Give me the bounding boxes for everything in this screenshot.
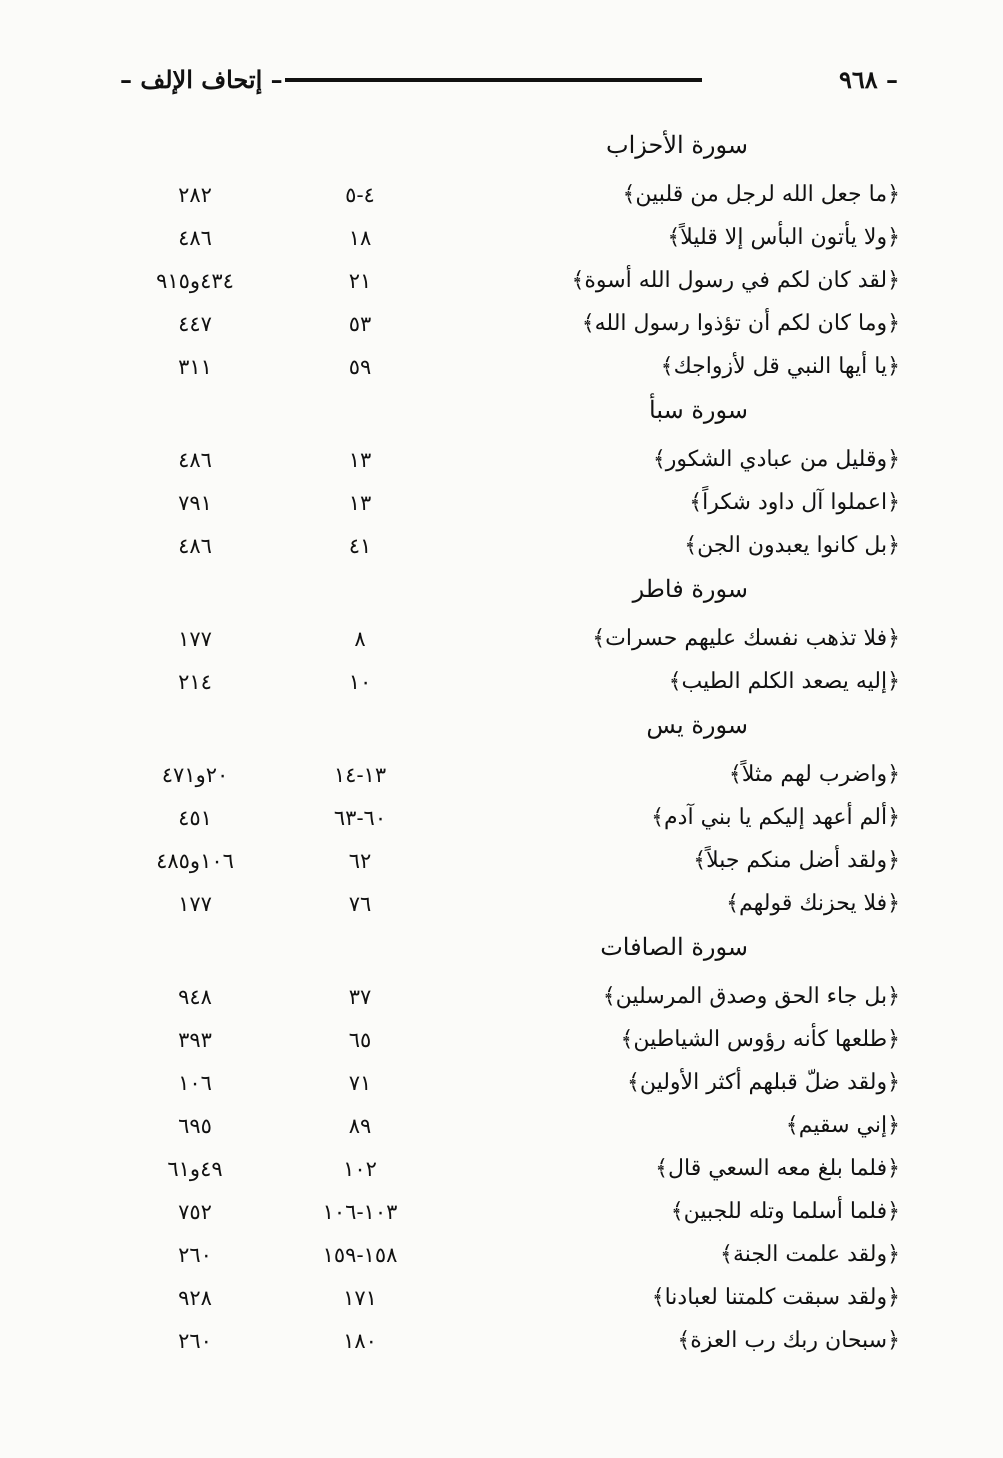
page-reference: ١٧٧ bbox=[178, 892, 212, 916]
verse-text: ﴿فلما أسلما وتله للجبين﴾ bbox=[670, 1199, 900, 1224]
page-reference: ٢٦٠ bbox=[178, 1243, 212, 1267]
verse-text: ﴿ولقد ضلّ قبلهم أكثر الأولين﴾ bbox=[626, 1070, 900, 1095]
page-reference: ١٧٧ bbox=[178, 627, 212, 651]
page-reference: ٢٦٠ bbox=[178, 1329, 212, 1353]
page-reference: ٤٨٦ bbox=[178, 448, 212, 472]
page-reference: ٢١٤ bbox=[178, 670, 212, 694]
ayah-number: ١٠ bbox=[348, 670, 372, 694]
index-entry bbox=[120, 261, 900, 304]
ayah-number: ٥٩ bbox=[348, 355, 372, 379]
page-reference: ٩٤٨ bbox=[178, 985, 212, 1009]
ayah-number: ٤١ bbox=[348, 534, 372, 558]
ayah-number: ٦٠-٦٣ bbox=[333, 806, 387, 830]
surah-title: سورة الصافات bbox=[600, 933, 748, 961]
surah-title: سورة فاطر bbox=[632, 575, 748, 603]
ayah-number: ٦٢ bbox=[348, 849, 372, 873]
book-title: – إتحاف الإلف – bbox=[120, 65, 283, 94]
page-reference: ٤٨٦ bbox=[178, 226, 212, 250]
ayah-number: ١٠٣-١٠٦ bbox=[322, 1200, 398, 1224]
surah-title: سورة سبأ bbox=[649, 396, 748, 424]
surah-section bbox=[120, 569, 900, 705]
surah-section bbox=[120, 125, 900, 390]
verse-text: ﴿واضرب لهم مثلاً﴾ bbox=[728, 762, 900, 787]
page-reference: ٤٩و٦١ bbox=[167, 1157, 223, 1181]
verse-text: ﴿يا أيها النبي قل لأزواجك﴾ bbox=[660, 354, 900, 379]
surah-section bbox=[120, 927, 900, 1364]
verse-text: ﴿ولا يأتون البأس إلا قليلاً﴾ bbox=[667, 225, 900, 250]
index-entry bbox=[120, 347, 900, 390]
page-reference: ٣١١ bbox=[178, 355, 212, 379]
page-reference: ٦٩٥ bbox=[178, 1114, 212, 1138]
page-reference: ٧٥٢ bbox=[178, 1200, 212, 1224]
ayah-number: ١٠٢ bbox=[343, 1157, 377, 1181]
ayah-number: ٨٩ bbox=[348, 1114, 372, 1138]
verse-text: ﴿ولقد أضل منكم جبلاً﴾ bbox=[693, 848, 900, 873]
page-reference: ٤٣٤و٩١٥ bbox=[156, 269, 234, 293]
ayah-number: ١٨ bbox=[348, 226, 372, 250]
index-entry bbox=[120, 1235, 900, 1278]
verse-text: ﴿فلما بلغ معه السعي قال﴾ bbox=[655, 1156, 900, 1181]
ayah-number: ١٣ bbox=[348, 448, 372, 472]
verse-text: ﴿وقليل من عبادي الشكور﴾ bbox=[652, 447, 900, 472]
surah-section bbox=[120, 705, 900, 927]
index-entry bbox=[120, 1106, 900, 1149]
ayah-number: ١٨٠ bbox=[343, 1329, 377, 1353]
ayah-number: ١٣-١٤ bbox=[333, 763, 387, 787]
verse-text: ﴿ما جعل الله لرجل من قلبين﴾ bbox=[622, 182, 900, 207]
index-entry bbox=[120, 619, 900, 662]
ayah-number: ١٥٨-١٥٩ bbox=[322, 1243, 398, 1267]
verse-text: ﴿سبحان ربك رب العزة﴾ bbox=[677, 1328, 900, 1353]
index-entry bbox=[120, 175, 900, 218]
index-entry bbox=[120, 1192, 900, 1235]
ayah-number: ١٧١ bbox=[343, 1286, 377, 1310]
page-reference: ٢٠و٤٧١ bbox=[161, 763, 229, 787]
verse-text: ﴿بل جاء الحق وصدق المرسلين﴾ bbox=[602, 984, 900, 1009]
page-reference: ٤٨٦ bbox=[178, 534, 212, 558]
page-reference: ٩٢٨ bbox=[178, 1286, 212, 1310]
page-number: ٩٦٨ – bbox=[838, 65, 898, 94]
ayah-number: ٧٦ bbox=[348, 892, 372, 916]
verse-text: ﴿فلا تذهب نفسك عليهم حسرات﴾ bbox=[592, 626, 900, 651]
index-entry bbox=[120, 662, 900, 705]
ayah-number: ٧١ bbox=[348, 1071, 372, 1095]
verse-text: ﴿طلعها كأنه رؤوس الشياطين﴾ bbox=[620, 1027, 900, 1052]
page-reference: ١٠٦ bbox=[178, 1071, 212, 1095]
ayah-number: ٣٧ bbox=[348, 985, 372, 1009]
ayah-number: ٥٣ bbox=[348, 312, 372, 336]
index-entry bbox=[120, 977, 900, 1020]
page-reference: ٢٨٢ bbox=[178, 183, 212, 207]
page-reference: ٣٩٣ bbox=[178, 1028, 212, 1052]
index-entry bbox=[120, 841, 900, 884]
index-entry bbox=[120, 304, 900, 347]
verse-text: ﴿إليه يصعد الكلم الطيب﴾ bbox=[668, 669, 900, 694]
index-entry bbox=[120, 1149, 900, 1192]
ayah-number: ٨ bbox=[354, 627, 366, 651]
index-entry bbox=[120, 1020, 900, 1063]
verse-text: ﴿وما كان لكم أن تؤذوا رسول الله﴾ bbox=[581, 311, 900, 336]
index-entry bbox=[120, 755, 900, 798]
surah-title: سورة يس bbox=[646, 711, 748, 739]
index-entry bbox=[120, 483, 900, 526]
running-header bbox=[120, 60, 898, 100]
index-entry bbox=[120, 1278, 900, 1321]
verse-text: ﴿إني سقيم﴾ bbox=[785, 1113, 900, 1138]
ayah-number: ٦٥ bbox=[348, 1028, 372, 1052]
verse-text: ﴿لقد كان لكم في رسول الله أسوة﴾ bbox=[571, 268, 900, 293]
index-entry bbox=[120, 1321, 900, 1364]
verse-text: ﴿بل كانوا يعبدون الجن﴾ bbox=[684, 533, 900, 558]
index-entry bbox=[120, 440, 900, 483]
verse-index bbox=[120, 125, 900, 1364]
page-reference: ٧٩١ bbox=[178, 491, 212, 515]
verse-text: ﴿اعملوا آل داود شكراً﴾ bbox=[689, 490, 900, 515]
page-reference: ٤٤٧ bbox=[178, 312, 212, 336]
page-reference: ٤٥١ bbox=[178, 806, 212, 830]
index-entry bbox=[120, 884, 900, 927]
verse-text: ﴿فلا يحزنك قولهم﴾ bbox=[726, 891, 900, 916]
surah-section bbox=[120, 390, 900, 569]
index-entry bbox=[120, 798, 900, 841]
ayah-number: ٢١ bbox=[348, 269, 372, 293]
surah-title: سورة الأحزاب bbox=[606, 131, 748, 159]
index-entry bbox=[120, 1063, 900, 1106]
verse-text: ﴿ولقد سبقت كلمتنا لعبادنا﴾ bbox=[651, 1285, 900, 1310]
verse-text: ﴿ألم أعهد إليكم يا بني آدم﴾ bbox=[651, 805, 900, 830]
ayah-number: ١٣ bbox=[348, 491, 372, 515]
page-reference: ١٠٦و٤٨٥ bbox=[156, 849, 234, 873]
index-entry bbox=[120, 526, 900, 569]
ayah-number: ٤-٥ bbox=[345, 183, 375, 207]
verse-text: ﴿ولقد علمت الجنة﴾ bbox=[720, 1242, 900, 1267]
header-rule bbox=[285, 78, 702, 82]
index-entry bbox=[120, 218, 900, 261]
